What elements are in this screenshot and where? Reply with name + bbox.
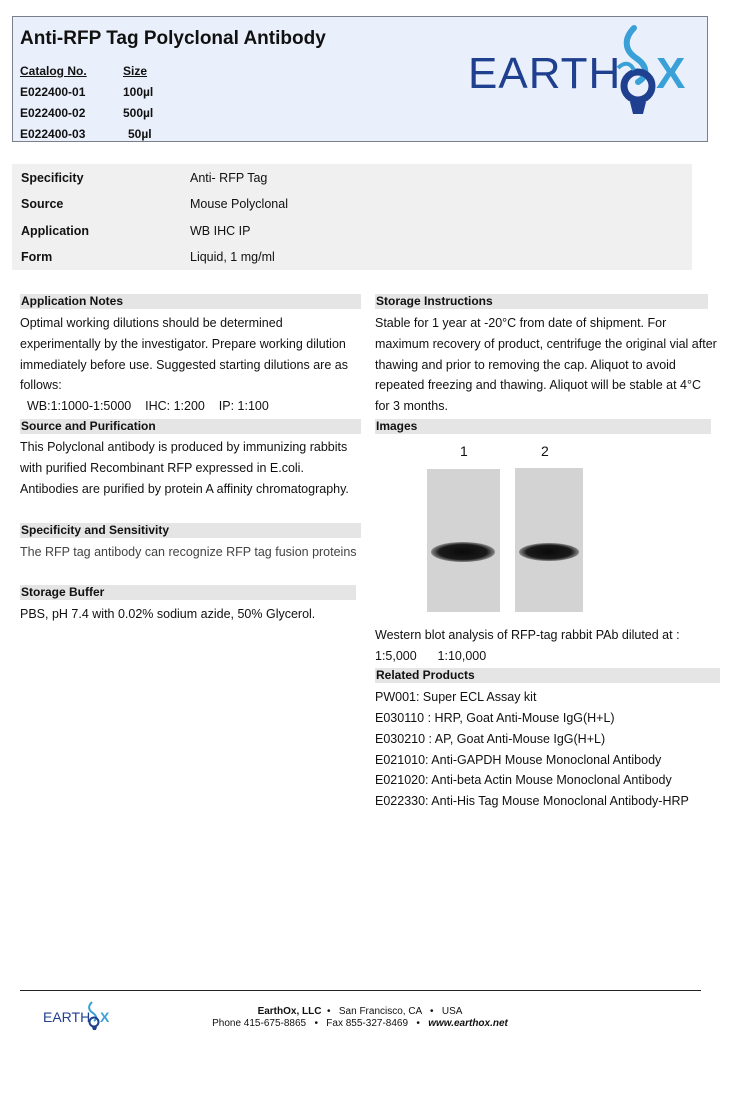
spec-value: Anti- RFP Tag — [190, 171, 268, 185]
image-caption: 1:5,000 1:10,000 — [375, 649, 487, 663]
related-product: E030110 : HRP, Goat Anti-Mouse IgG(H+L) — [375, 711, 615, 725]
catalog-size: 100µl — [123, 85, 154, 99]
related-product: E030210 : AP, Goat Anti-Mouse IgG(H+L) — [375, 732, 606, 746]
section-heading-storage-instructions: Storage Instructions — [375, 294, 708, 309]
related-product: E022330: Anti-His Tag Mouse Monoclonal Antibody-HRP — [375, 794, 689, 808]
logo-x-text: X — [100, 1009, 110, 1025]
size-header: Size — [123, 64, 148, 78]
spec-table — [12, 164, 692, 270]
section-heading-storage-buffer: Storage Buffer — [20, 585, 356, 600]
body-line: immediately before use. Suggested starting dilutions are as — [20, 358, 348, 372]
spec-label: Application — [21, 224, 90, 238]
lane-label: 1 — [460, 443, 468, 459]
footer-separator: • — [314, 1018, 318, 1029]
catalog-header: Catalog No. — [20, 64, 87, 78]
catalog-number: E022400-01 — [20, 85, 86, 99]
logo-ox-mark-icon — [89, 1002, 98, 1030]
section-heading-source-purification: Source and Purification — [20, 419, 361, 434]
body-line: Stable for 1 year at -20°C from date of shipment. For — [375, 316, 667, 330]
logo-earth-text: EARTH — [43, 1009, 91, 1025]
footer-website-link[interactable]: www.earthox.net — [428, 1018, 508, 1029]
body-line: maximum recovery of product, centrifuge the original vial after — [375, 337, 717, 351]
western-blot-bands — [427, 469, 587, 612]
body-line: Optimal working dilutions should be determined — [20, 316, 283, 330]
catalog-number: E022400-02 — [20, 106, 86, 120]
blot-band — [431, 542, 495, 562]
section-heading-application-notes: Application Notes — [20, 294, 361, 309]
dilution-line: WB:1:1000-1:5000 IHC: 1:200 IP: 1:100 — [27, 399, 269, 413]
logo-x-text: X — [656, 49, 686, 98]
footer-separator: • — [416, 1018, 420, 1029]
footer-company: EarthOx, LLC — [257, 1006, 322, 1017]
image-caption: Western blot analysis of RFP-tag rabbit PAb diluted at : — [375, 628, 680, 642]
body-line: PBS, pH 7.4 with 0.02% sodium azide, 50% Glycerol. — [20, 607, 316, 621]
spec-value: Mouse Polyclonal — [190, 197, 288, 211]
section-heading-related-products: Related Products — [375, 668, 720, 683]
logo-ox-mark-icon — [618, 28, 652, 114]
body-line: thawing and prior to removing the cap. Aliquot to avoid — [375, 358, 676, 372]
footer-company-line — [200, 1006, 520, 1017]
footer-fax: Fax 855-327-8469 — [326, 1018, 409, 1029]
catalog-size: 50µl — [128, 127, 152, 141]
spec-label: Source — [21, 197, 64, 211]
logo-earth-text: EARTH — [468, 49, 622, 98]
body-line: with purified Recombinant RFP expressed in E.coli. — [20, 461, 304, 475]
earthox-logo — [466, 24, 704, 120]
blot-band — [519, 543, 579, 561]
body-line: experimentally by the investigator. Prepare working dilution — [20, 337, 346, 351]
footer-divider — [20, 990, 701, 991]
body-line: for 3 months. — [375, 399, 448, 413]
footer-contact-line — [160, 1018, 560, 1029]
spec-value: Liquid, 1 mg/ml — [190, 250, 275, 264]
body-line: Antibodies are purified by protein A affinity chromatography. — [20, 482, 349, 496]
body-line: follows: — [20, 378, 62, 392]
body-line: repeated freezing and thawing. Aliquot will be stable at 4°C — [375, 378, 702, 392]
spec-label: Form — [21, 250, 53, 264]
related-product: E021010: Anti-GAPDH Mouse Monoclonal Antibody — [375, 753, 662, 767]
section-heading-images: Images — [375, 419, 711, 434]
footer-phone: Phone 415-675-8865 — [212, 1018, 307, 1029]
page-title: Anti-RFP Tag Polyclonal Antibody — [20, 28, 326, 49]
related-product: E021020: Anti-beta Actin Mouse Monoclonal Antibody — [375, 773, 672, 787]
footer-location: • San Francisco, CA • USA — [327, 1006, 463, 1017]
body-line: This Polyclonal antibody is produced by immunizing rabbits — [20, 440, 348, 454]
catalog-size: 500µl — [123, 106, 154, 120]
lane-label: 2 — [541, 443, 549, 459]
catalog-number: E022400-03 — [20, 127, 86, 141]
spec-label: Specificity — [21, 171, 84, 185]
footer-earthox-logo — [42, 1000, 112, 1030]
related-product: PW001: Super ECL Assay kit — [375, 690, 537, 704]
spec-value: WB IHC IP — [190, 224, 251, 238]
body-line: The RFP tag antibody can recognize RFP tag fusion proteins — [20, 545, 357, 559]
section-heading-specificity-sensitivity: Specificity and Sensitivity — [20, 523, 361, 538]
